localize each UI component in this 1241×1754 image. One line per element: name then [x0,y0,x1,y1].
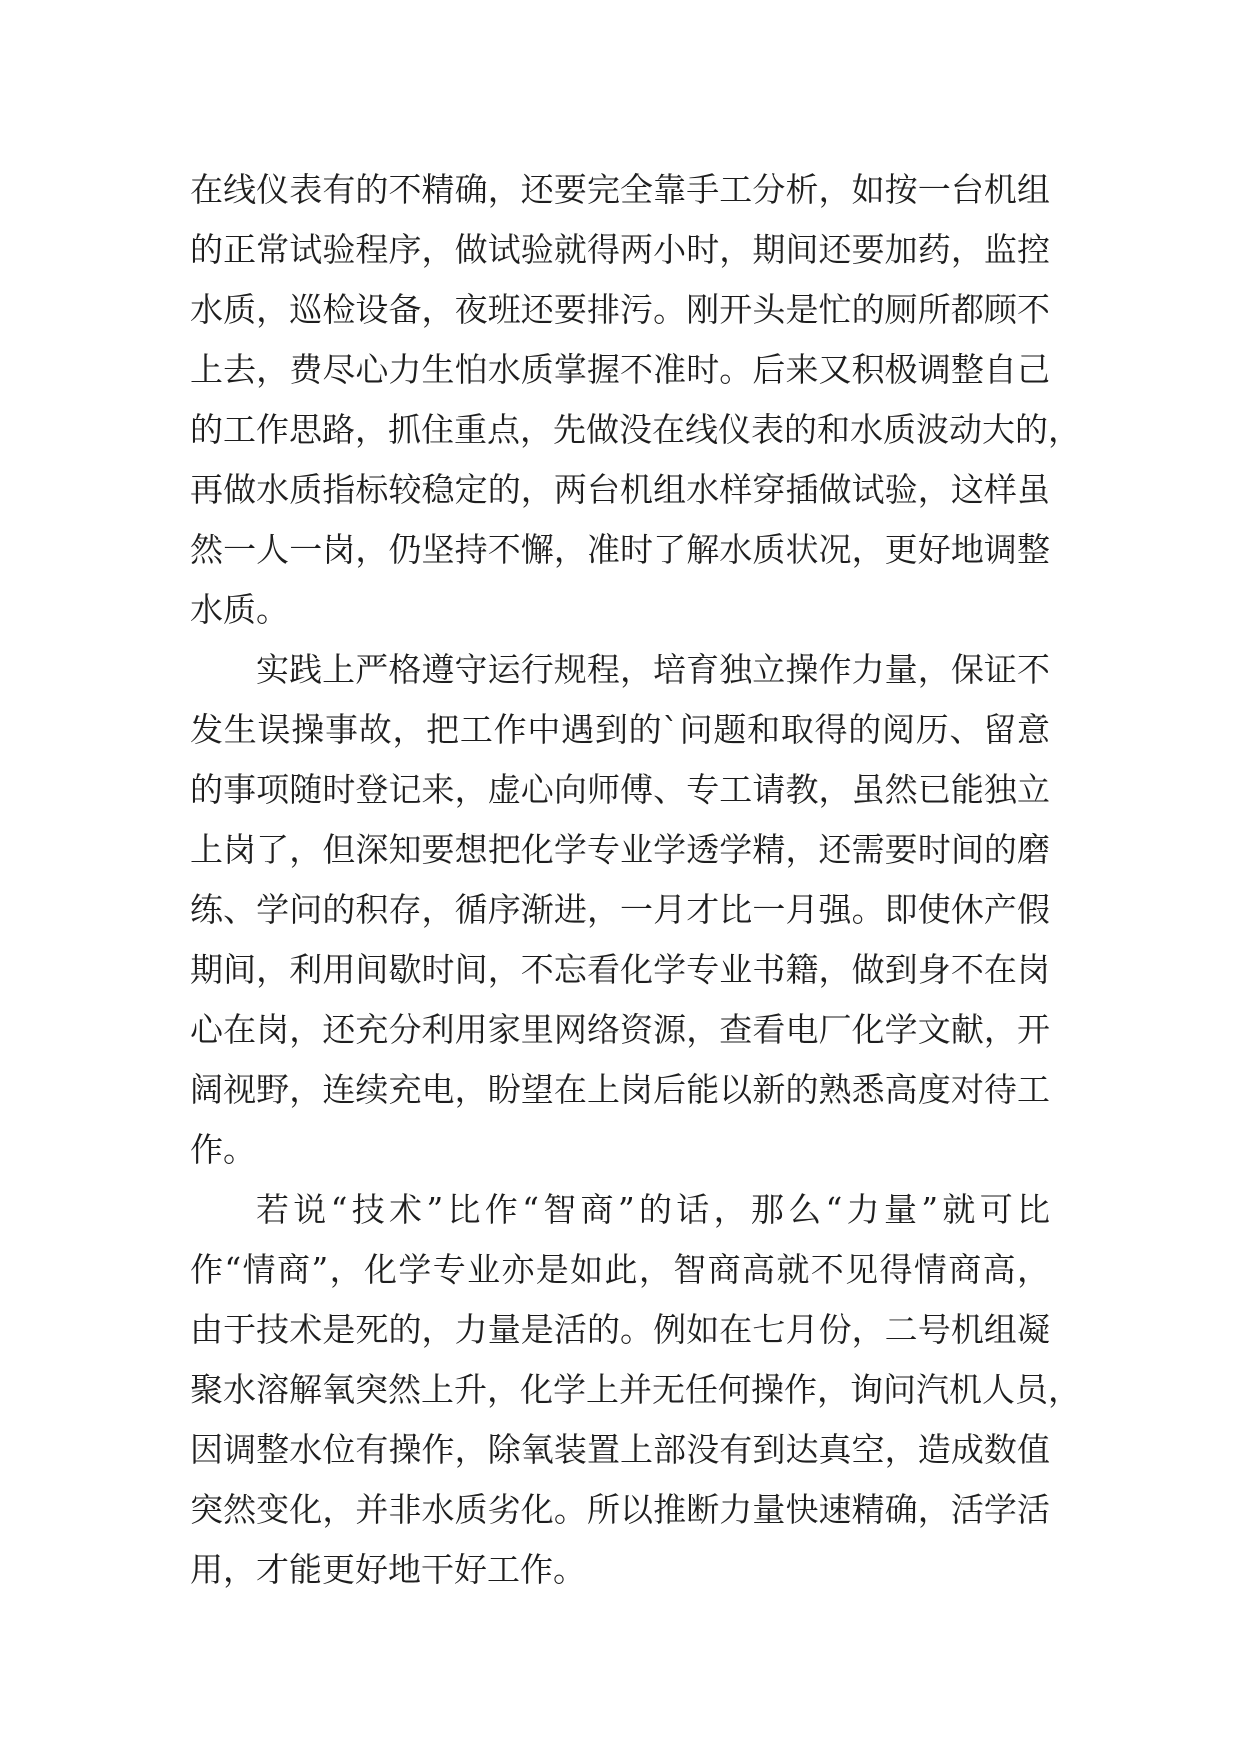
document-body [190,160,1081,1600]
paragraph-line: 发生误操事故，把工作中遇到的`问题和取得的阅历、留意 [190,710,1050,749]
paragraph-line: 上去，费尽心力生怕水质掌握不准时。后来又积极调整自己 [190,350,1050,389]
paragraph-2 [190,640,1050,1180]
paragraph-line: 实践上严格遵守运行规程，培育独立操作力量，保证不 [256,650,1050,689]
paragraph-line: 水质，巡检设备，夜班还要排污。刚开头是忙的厕所都顾不 [190,290,1050,329]
paragraph-line: 期间，利用间歇时间，不忘看化学专业书籍，做到身不在岗 [190,950,1050,989]
paragraph-line: 突然变化，并非水质劣化。所以推断力量快速精确，活学活 [190,1490,1050,1529]
paragraph-line: 用，才能更好地干好工作。 [190,1550,586,1589]
paragraph-line: 作“情商”，化学专业亦是如此，智商高就不见得情商高， [190,1250,1050,1289]
paragraph-3 [190,1180,1081,1600]
paragraph-line: 的正常试验程序，做试验就得两小时，期间还要加药，监控 [190,230,1050,269]
paragraph-1 [190,160,1081,640]
paragraph-line: 作。 [190,1130,256,1169]
paragraph-line: 若说“技术”比作“智商”的话，那么“力量”就可比 [256,1190,1050,1229]
paragraph-line: 在线仪表有的不精确，还要完全靠手工分析，如按一台机组 [190,170,1050,209]
paragraph-line: 由于技术是死的，力量是活的。例如在七月份，二号机组凝 [190,1310,1050,1349]
paragraph-line: 的工作思路，抓住重点，先做没在线仪表的和水质波动大的， [190,410,1081,449]
paragraph-line: 然一人一岗，仍坚持不懈，准时了解水质状况，更好地调整 [190,530,1050,569]
paragraph-line: 因调整水位有操作，除氧装置上部没有到达真空，造成数值 [190,1430,1050,1469]
paragraph-line: 水质。 [190,590,289,629]
paragraph-line: 的事项随时登记来，虚心向师傅、专工请教，虽然已能独立 [190,770,1050,809]
paragraph-line: 练、学问的积存，循序渐进，一月才比一月强。即使休产假 [190,890,1050,929]
paragraph-line: 心在岗，还充分利用家里网络资源，查看电厂化学文献，开 [190,1010,1050,1049]
paragraph-line: 阔视野，连续充电，盼望在上岗后能以新的熟悉高度对待工 [190,1070,1050,1109]
paragraph-line: 再做水质指标较稳定的，两台机组水样穿插做试验，这样虽 [190,470,1050,509]
paragraph-line: 上岗了，但深知要想把化学专业学透学精，还需要时间的磨 [190,830,1050,869]
paragraph-line: 聚水溶解氧突然上升，化学上并无任何操作，询问汽机人员， [190,1370,1081,1409]
